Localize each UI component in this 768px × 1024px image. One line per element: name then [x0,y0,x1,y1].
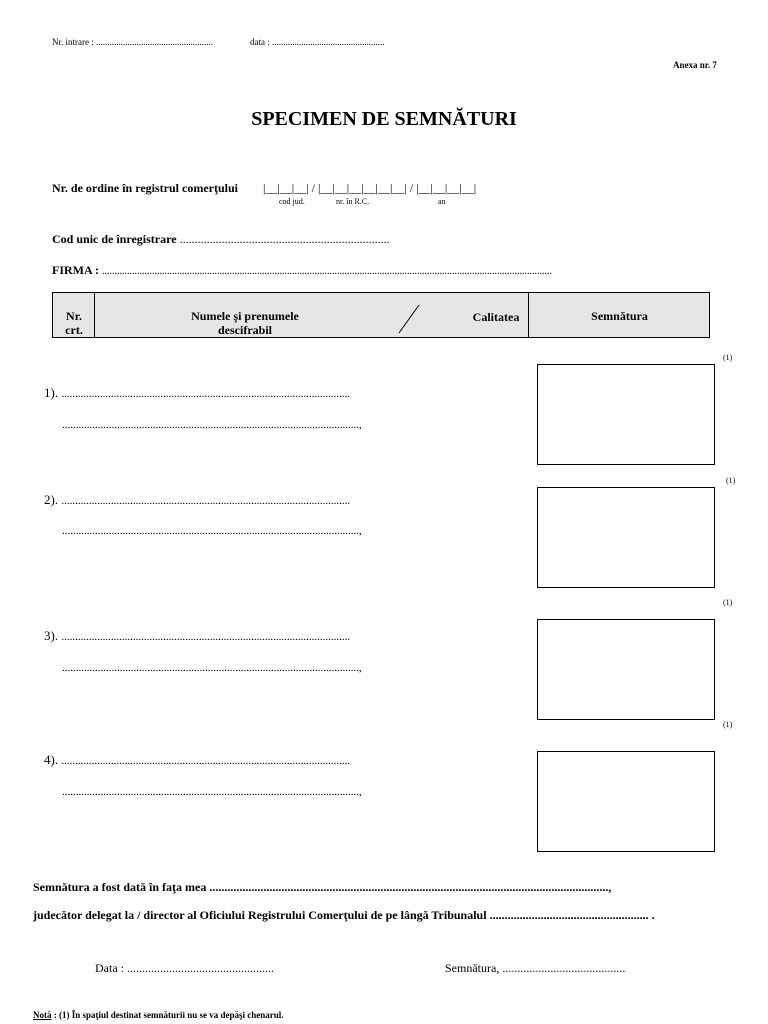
entry-3-dots2: ............................................................................................................, [62,662,362,674]
cui-row [52,232,390,247]
entry-2-footnote: (1) [726,476,736,485]
entry-1-number: 1). [44,385,59,400]
nr-intrare-field: Nr. intrare : .................................................... [52,37,213,47]
header-semnatura-cell [529,293,710,337]
diagonal-slash [395,303,421,335]
cod-jud-caption: cod jud. [279,197,305,206]
anexa-label: Anexa nr. 7 [673,60,717,70]
entry-1-dots1: ......................................................................................................... [61,388,351,400]
page-title: SPECIMEN DE SEMNĂTURI [251,108,517,130]
entry-3-dots1: ......................................................................................................... [61,631,351,643]
signature-table-header [52,292,710,338]
entry-2-dots1: ......................................................................................................... [61,495,351,507]
entry-2-line1 [44,492,350,508]
firma-row [52,263,552,278]
entry-2-number: 2). [44,492,59,507]
nota-text: : (1) În spaţiul destinat semnăturii nu se va depăşi chenarul. [51,1010,284,1020]
entry-3-line1 [44,628,350,644]
header-crt: crt. [65,323,83,337]
entry-1-footnote: (1) [723,353,733,362]
header-semnatura: Semnătura [591,309,648,323]
header-nr-crt [53,293,95,337]
firma-label: FIRMA : [52,263,99,277]
header-nume-calitate [95,293,529,337]
nota-line [33,1010,284,1020]
footer-semnatura-field: Semnătura, ......................................... [445,961,626,975]
judecator-line: judecător delegat la / director al Oficiului Registrului Comerţului de pe lângă Tribunalul ..................................................... . [33,908,655,922]
header-nr: Nr. [66,309,82,323]
entry-3-footnote: (1) [723,598,733,607]
nr-rc-caption: nr. în R.C. [336,197,370,206]
cui-label: Cod unic de înregistrare [52,232,177,246]
firma-dots: .................................................................................................................................................................................... [102,266,552,277]
header-nume-line1: Numele şi prenumele [191,309,299,323]
footer-data-field: Data : ................................................. [95,961,274,975]
entry-4-dots2: ............................................................................................................, [62,786,362,798]
nota-label: Notă [33,1010,52,1020]
entry-3-number: 3). [44,628,59,643]
signature-box-1[interactable] [537,364,715,465]
entry-1-dots2: ............................................................................................................, [62,419,362,431]
entry-1-line1 [44,385,350,401]
entry-4-footnote: (1) [723,720,733,729]
entry-4-dots1: ......................................................................................................... [61,755,351,767]
entry-4-number: 4). [44,752,59,767]
entry-4-line1 [44,752,350,768]
data-field: data : .................................................. [250,37,385,47]
registru-label: Nr. de ordine în registrul comerţului [52,181,238,195]
signature-box-2[interactable] [537,487,715,588]
semnatura-data-line: Semnătura a fost dată în faţa mea ....................................................................................................................................., [33,880,612,894]
registru-field: |__|__|__| / |__|__|__|__|__|__| / |__|__|__|__| [263,181,477,195]
signature-box-3[interactable] [537,619,715,720]
an-caption: an [438,197,446,206]
signature-box-4[interactable] [537,751,715,852]
header-calitatea: Calitatea [472,310,520,324]
cui-dots: ...................................................................... [179,232,390,246]
header-nume-line2: descifrabil [218,323,272,337]
entry-2-dots2: ............................................................................................................, [62,525,362,537]
